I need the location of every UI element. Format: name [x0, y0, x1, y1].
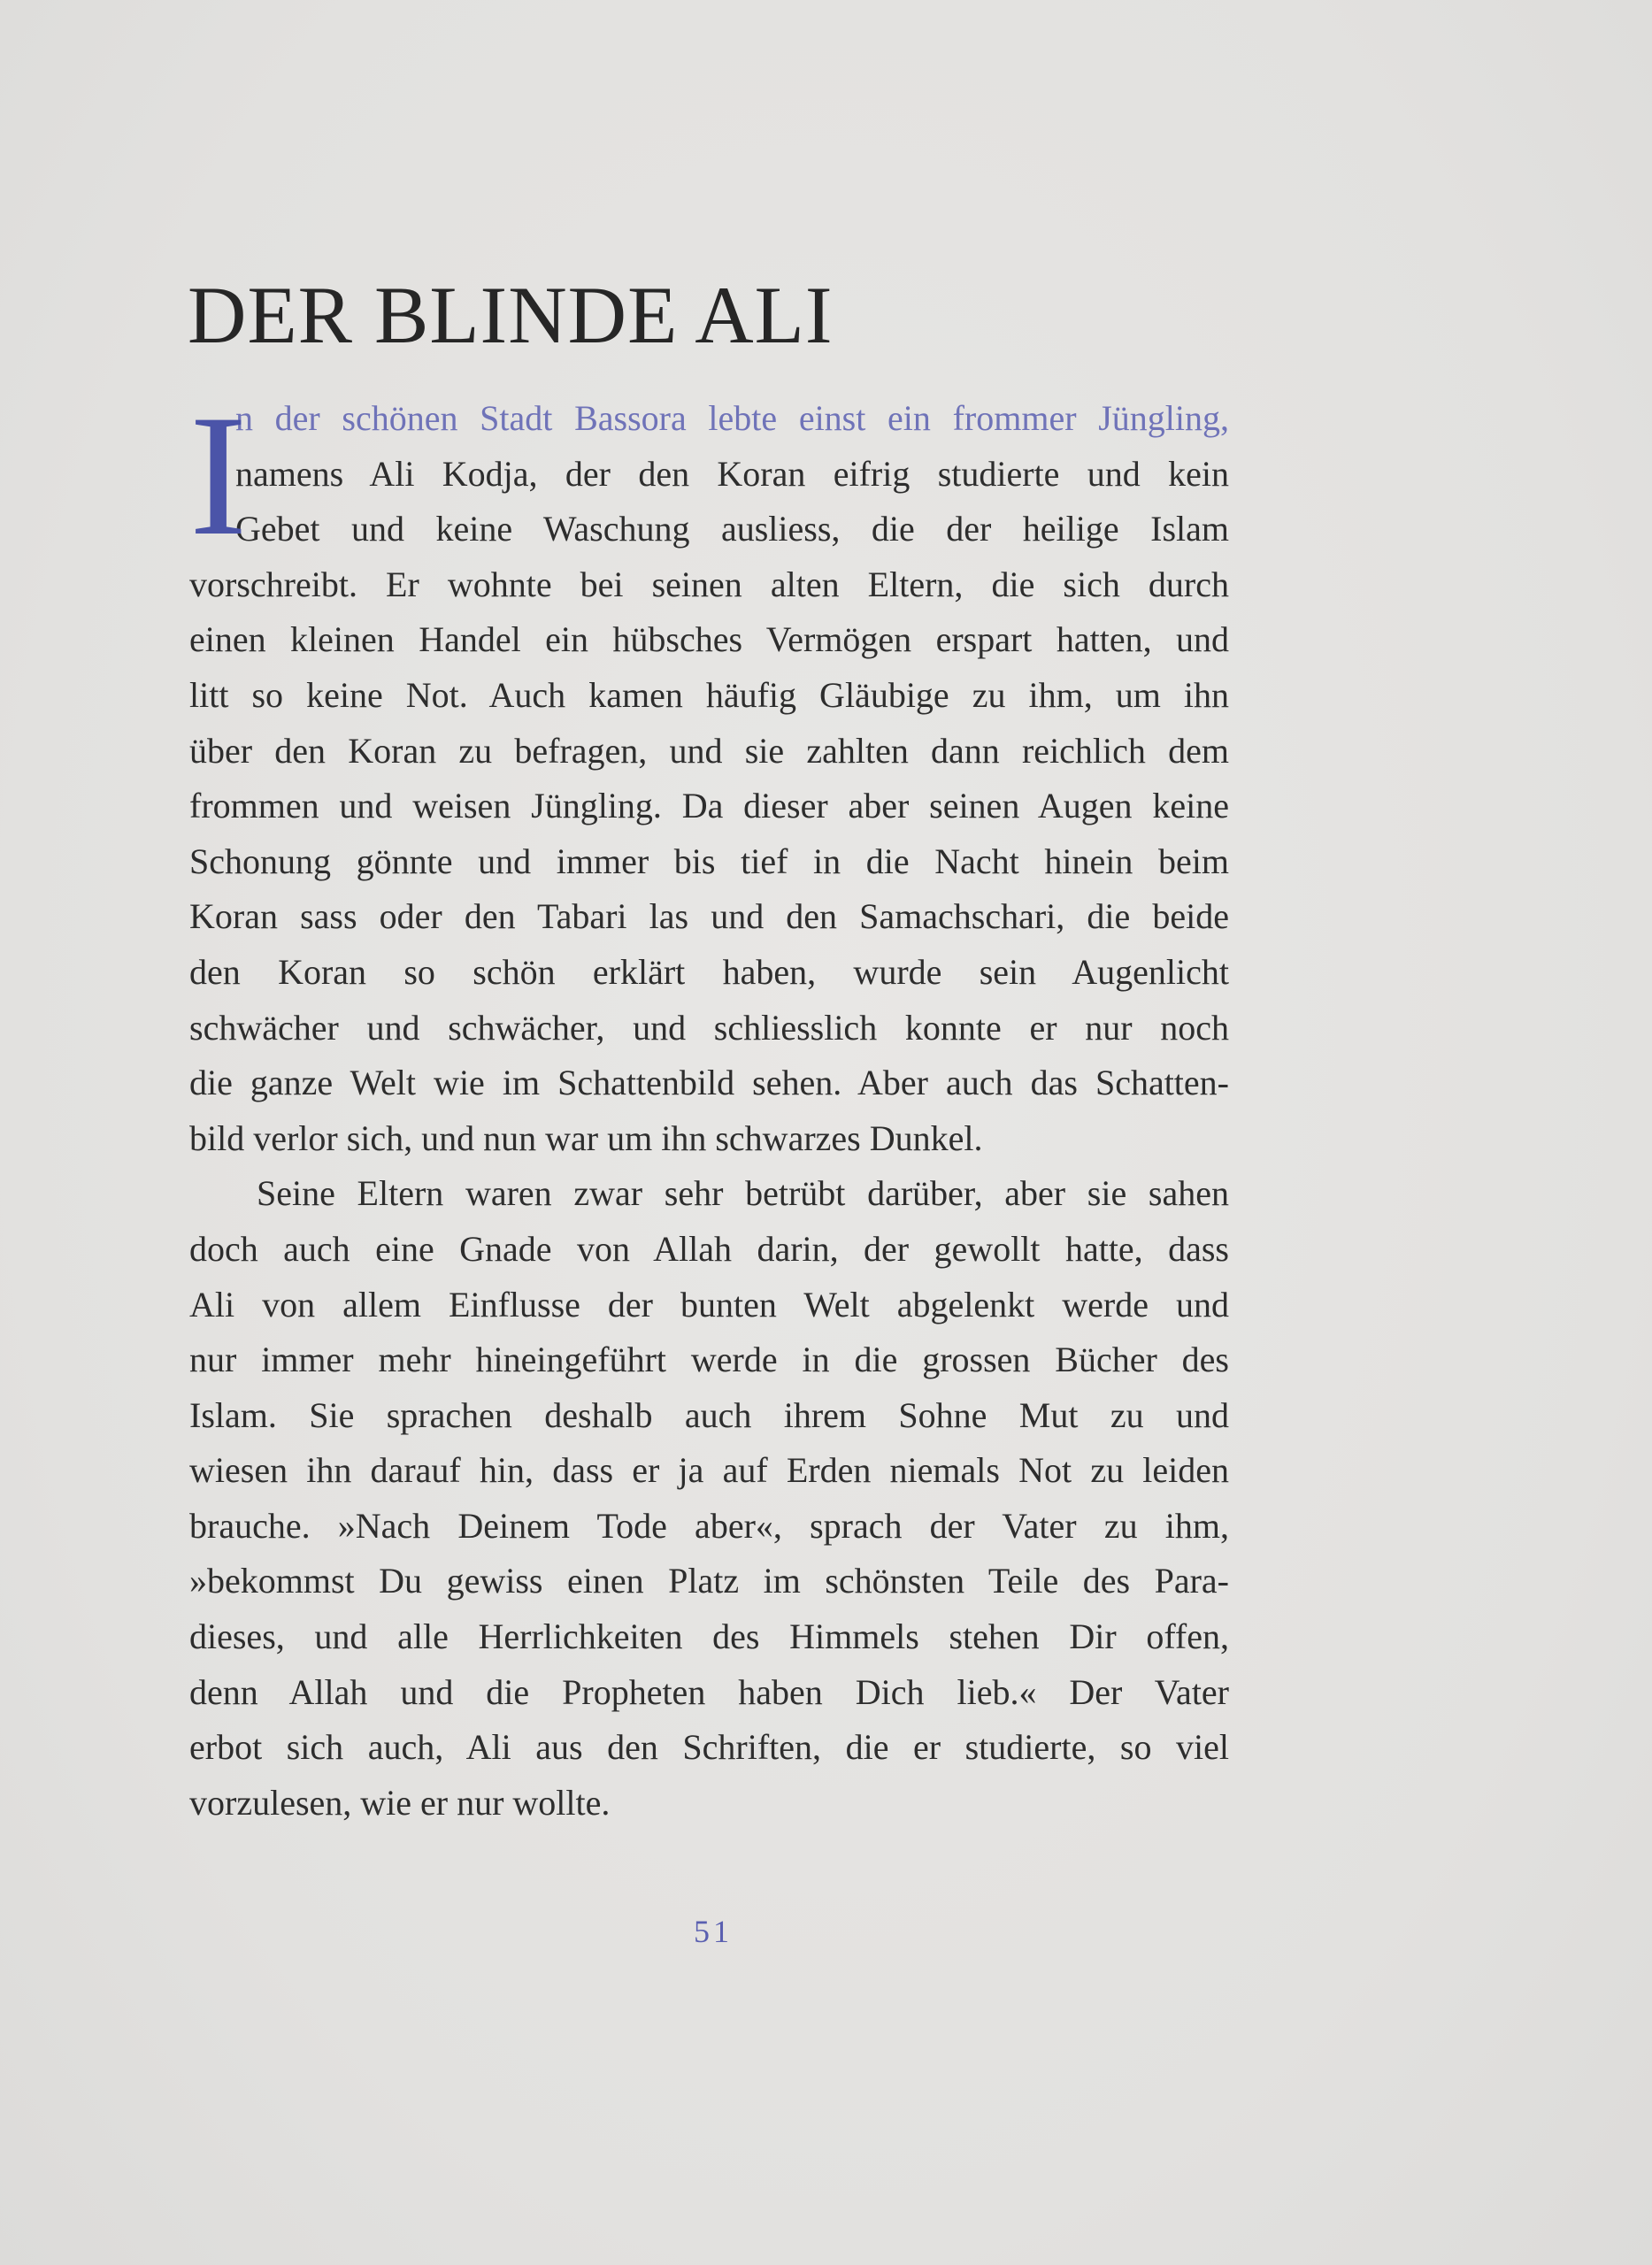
text-line: brauche. »Nach Deinem Tode aber«, sprach der Vater zu ihm,: [189, 1505, 1229, 1546]
text-line: Gebet und keine Waschung ausliess, die der heilige Islam: [235, 509, 1229, 549]
text-line: Ali von allem Einflusse der bunten Welt abgelenkt werde und: [189, 1284, 1229, 1324]
text-line: n der schönen Stadt Bassora lebte einst ein frommer Jüngling,: [235, 398, 1229, 438]
text-line: den Koran so schön erklärt haben, wurde sein Augenlicht: [189, 951, 1229, 992]
text-line: Koran sass oder den Tabari las und den Samachschari, die beide: [189, 896, 1229, 937]
text-line: nur immer mehr hineingeführt werde in die grossen Bücher des: [189, 1340, 1229, 1380]
text-line: Islam. Sie sprachen deshalb auch ihrem Sohne Mut zu und: [189, 1394, 1229, 1435]
text-line: über den Koran zu befragen, und sie zahlten dann reichlich dem: [189, 730, 1229, 771]
text-line: bild verlor sich, und nun war um ihn schwarzes Dunkel.: [189, 1117, 983, 1158]
text-line: litt so keine Not. Auch kamen häufig Gläubige zu ihm, um ihn: [189, 674, 1229, 715]
text-line: die ganze Welt wie im Schattenbild sehen. Aber auch das Schatten-: [189, 1063, 1229, 1103]
chapter-title: DER BLINDE ALI: [188, 270, 834, 360]
text-line: frommen und weisen Jüngling. Da dieser aber seinen Augen keine: [189, 786, 1229, 826]
text-line: Schonung gönnte und immer bis tief in die Nacht hinein beim: [189, 841, 1229, 881]
text-line: vorzulesen, wie er nur wollte.: [189, 1782, 611, 1823]
text-line: denn Allah und die Propheten haben Dich lieb.« Der Vater: [189, 1671, 1229, 1712]
text-line: schwächer und schwächer, und schliesslich konnte er nur noch: [189, 1007, 1229, 1048]
text-line: Seine Eltern waren zwar sehr betrübt darüber, aber sie sahen: [257, 1173, 1229, 1214]
text-line: »bekommst Du gewiss einen Platz im schönsten Teile des Para-: [189, 1561, 1229, 1601]
text-line: erbot sich auch, Ali aus den Schriften, die er studierte, so viel: [189, 1727, 1229, 1768]
text-line: vorschreibt. Er wohnte bei seinen alten Eltern, die sich durch: [189, 564, 1229, 604]
text-line: namens Ali Kodja, der den Koran eifrig studierte und kein: [235, 453, 1229, 494]
body-text: [189, 380, 1229, 1831]
text-line: einen kleinen Handel ein hübsches Vermögen erspart hatten, und: [189, 619, 1229, 660]
drop-cap: I: [189, 380, 248, 572]
text-line: wiesen ihn darauf hin, dass er ja auf Erden niemals Not zu leiden: [189, 1450, 1229, 1491]
text-line: doch auch eine Gnade von Allah darin, der gewollt hatte, dass: [189, 1228, 1229, 1269]
text-line: dieses, und alle Herrlichkeiten des Himmels stehen Dir offen,: [189, 1616, 1229, 1657]
page-number: 51: [694, 1914, 733, 1949]
